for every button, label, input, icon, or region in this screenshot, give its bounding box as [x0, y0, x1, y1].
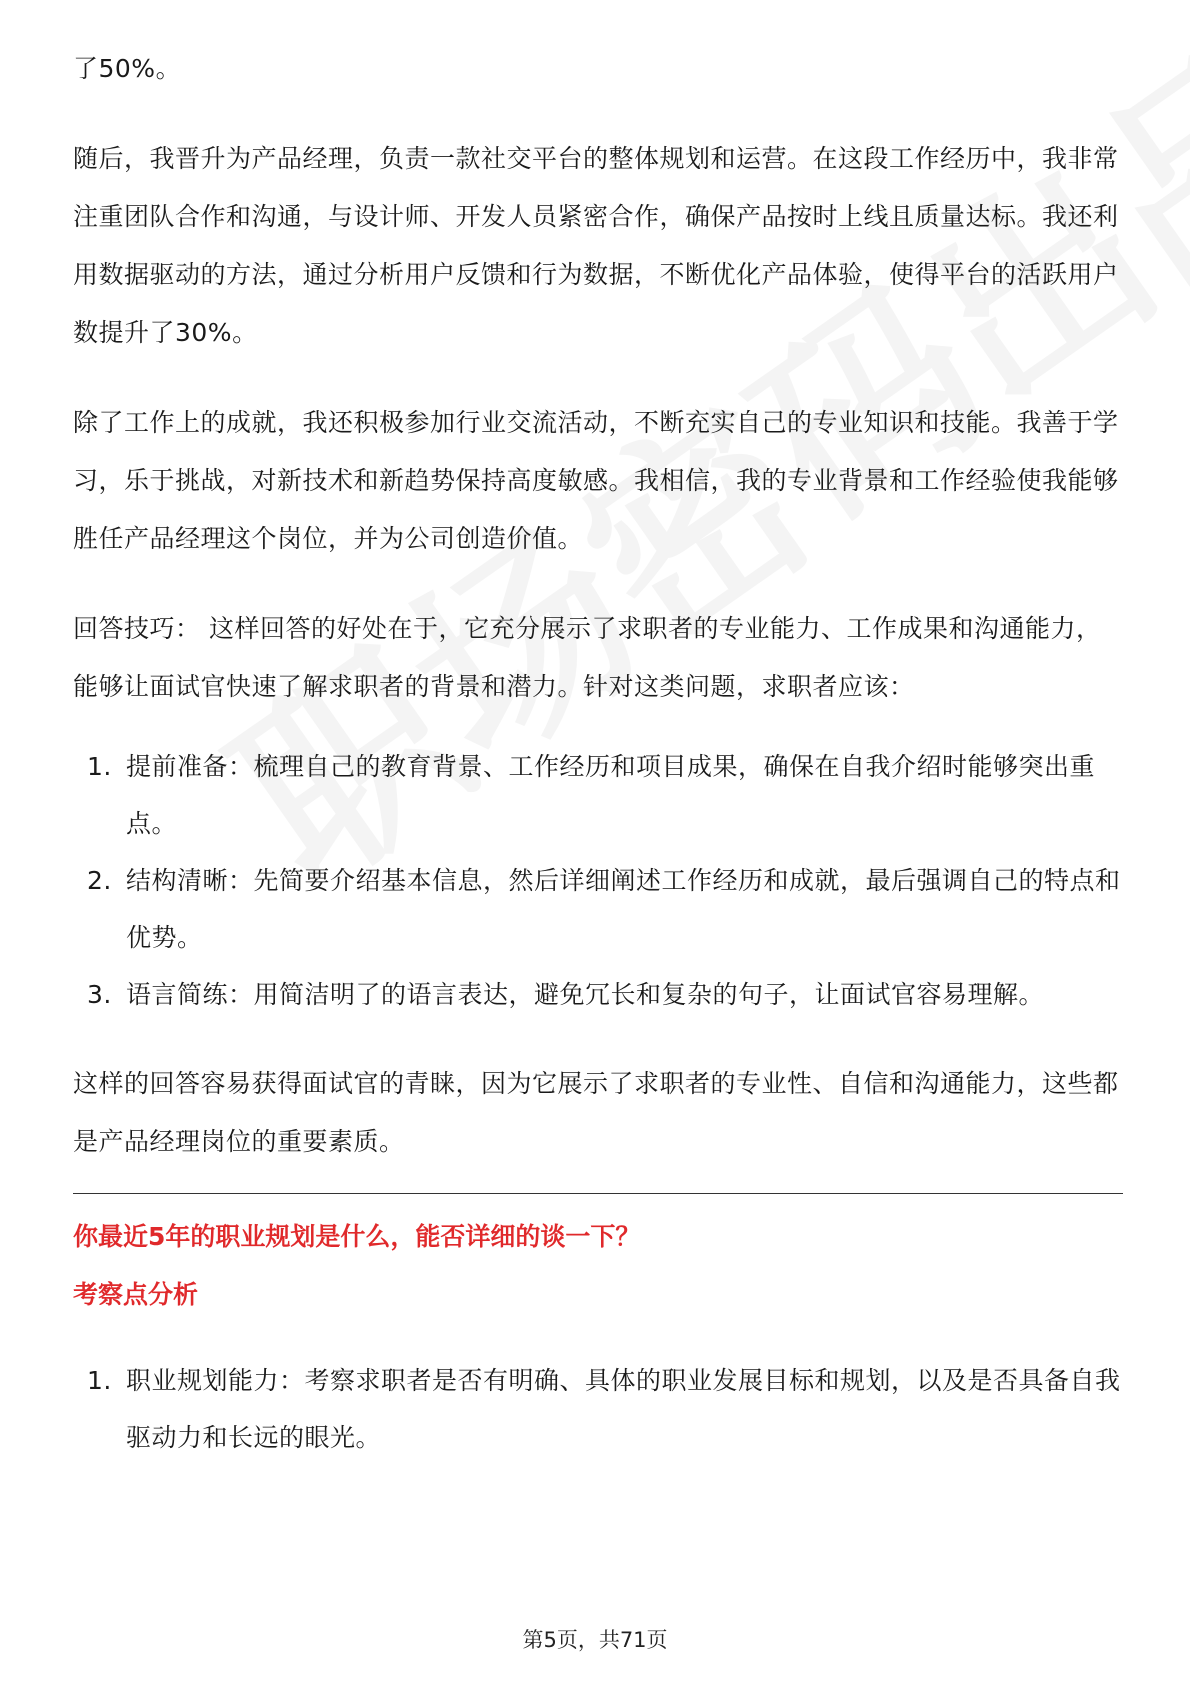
question-heading: 你最近5年的职业规划是什么，能否详细的谈一下？	[73, 1222, 641, 1251]
list-number: 1.	[87, 752, 112, 781]
paragraph-closing: 这样的回答容易获得面试官的青睐，因为它展示了求职者的专业性、自信和沟通能力，这些都是产品经理岗位的重要素质。	[73, 1069, 1119, 1156]
section-divider	[73, 1193, 1123, 1194]
section-title: 考察点分析	[73, 1280, 199, 1309]
list-item	[73, 738, 1123, 852]
list-item	[73, 1352, 1123, 1466]
paragraph-product-manager: 随后，我晋升为产品经理，负责一款社交平台的整体规划和运营。在这段工作经历中，我非常注重团队合作和沟通，与设计师、开发人员紧密合作，确保产品按时上线且质量达标。我还利用数据驱动的方法，通过分析用户反馈和行为数据，不断优化产品体验，使得平台的活跃用户数提升了30%。	[73, 144, 1119, 347]
analysis-list	[73, 1352, 1123, 1466]
list-item-text: 结构清晰：先简要介绍基本信息，然后详细阐述工作经历和成就，最后强调自己的特点和优势。	[126, 866, 1121, 952]
list-item-text: 语言简练：用简洁明了的语言表达，避免冗长和复杂的句子，让面试官容易理解。	[126, 980, 1045, 1009]
list-item-text: 职业规划能力：考察求职者是否有明确、具体的职业发展目标和规划，以及是否具备自我驱动力和长远的眼光。	[126, 1366, 1121, 1452]
paragraph-answer-tips: 回答技巧： 这样回答的好处在于，它充分展示了求职者的专业能力、工作成果和沟通能力，能够让面试官快速了解求职者的背景和潜力。针对这类问题，求职者应该：	[73, 614, 1102, 701]
list-number: 3.	[87, 980, 112, 1009]
list-number: 1.	[87, 1366, 112, 1395]
list-item-text: 提前准备：梳理自己的教育背景、工作经历和项目成果，确保在自我介绍时能够突出重点。	[126, 752, 1096, 838]
list-item	[73, 852, 1123, 966]
list-item	[73, 966, 1123, 1023]
page-footer: 第5页，共71页	[522, 1628, 668, 1652]
document-page	[73, 40, 1123, 1498]
paragraph-continuation: 了50%。	[73, 54, 182, 83]
list-number: 2.	[87, 866, 112, 895]
tips-list	[73, 738, 1123, 1023]
paragraph-achievements: 除了工作上的成就，我还积极参加行业交流活动，不断充实自己的专业知识和技能。我善于学习，乐于挑战，对新技术和新趋势保持高度敏感。我相信，我的专业背景和工作经验使我能够胜任产品经理这个岗位，并为公司创造价值。	[73, 408, 1119, 553]
